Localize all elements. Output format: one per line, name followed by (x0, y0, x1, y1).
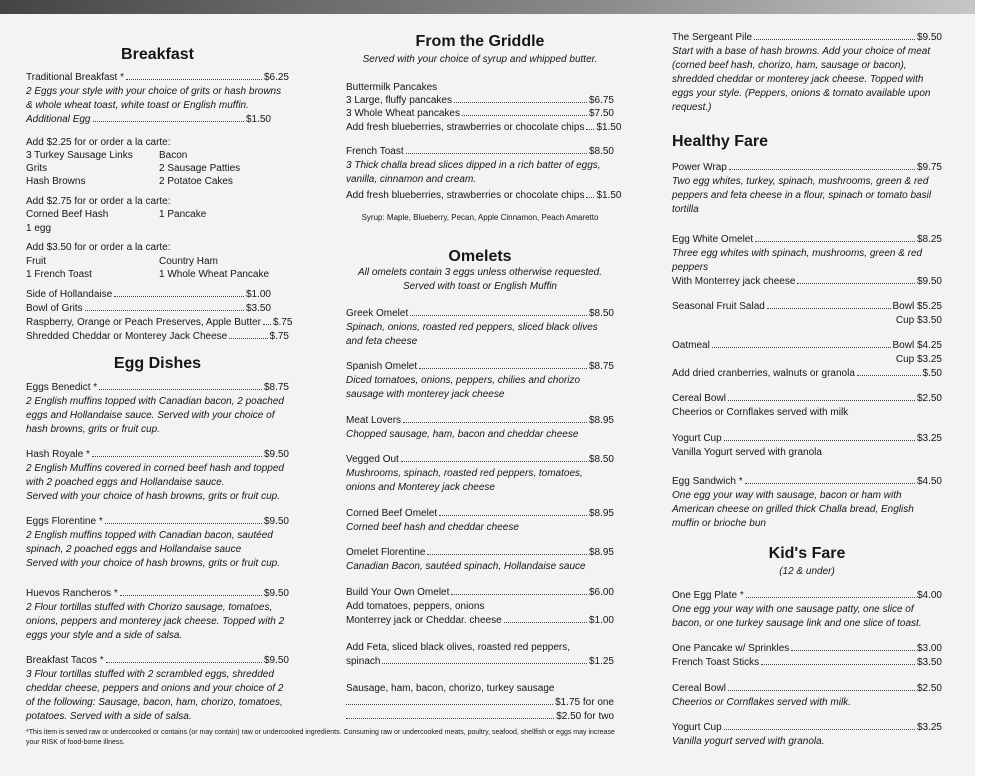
item-name: With Monterrey jack cheese (672, 276, 796, 287)
addon-row (26, 222, 289, 236)
scan-right-margin (975, 0, 993, 776)
addon-line: Add tomatoes, peppers, onions (346, 601, 485, 612)
addon-row (26, 255, 289, 269)
item-price: $1.75 for one (555, 697, 614, 708)
item-name: Greek Omelet (346, 308, 409, 319)
item-desc: Spinach, onions, roasted red peppers, sliced black olives and feta cheese (346, 322, 598, 347)
menu-item-build-your-own (346, 586, 614, 600)
dot-leader (114, 296, 244, 297)
addon-row (26, 175, 289, 189)
menu-item-omelet (346, 453, 614, 467)
item-price: $3.25 (916, 433, 942, 444)
dot-leader (724, 440, 915, 441)
item-desc: Canadian Bacon, sautéed spinach, Hollandaise sauce (346, 561, 586, 572)
dot-leader (85, 310, 244, 311)
dot-leader (724, 729, 915, 730)
item-desc: Vanilla yogurt served with granola. (672, 736, 825, 747)
menu-item-cereal-bowl (672, 392, 942, 406)
dot-leader (754, 39, 915, 40)
addon-line: Add Feta, sliced black olives, roasted red peppers, (346, 642, 571, 653)
dot-leader (728, 400, 915, 401)
item-desc: Chopped sausage, ham, bacon and cheddar cheese (346, 429, 579, 440)
addon-row (26, 268, 289, 282)
addon-row (26, 149, 289, 163)
dot-leader (99, 389, 262, 390)
dot-leader (728, 690, 915, 691)
addon-heading: Add $2.75 for or order a la carte: (26, 196, 171, 207)
item-name: spinach (346, 656, 381, 667)
item-name: Omelet Florentine (346, 547, 426, 558)
menu-item-hash-royale (26, 448, 289, 462)
item-price: Bowl $5.25 (892, 301, 942, 312)
menu-item-egg-sandwich (672, 475, 942, 489)
item-price: $8.50 (588, 308, 614, 319)
item-desc: Diced tomatoes, onions, peppers, chilies and chorizo sausage with monterey jack cheese (346, 375, 581, 400)
item-price: $8.95 (588, 415, 614, 426)
item-name: One Pancake w/ Sprinkles (672, 643, 790, 654)
dot-leader (346, 718, 554, 719)
item-name: 1 Pancake (159, 209, 207, 220)
footnote-raw-food-warning: *This item is served raw or undercooked or contains (or may contain) raw or undercooked ingredients. Consuming raw or undercooked meats, poultry, seafood, shellfish or eggs may increase your RISK of food-borne illness. (26, 729, 615, 746)
menu-item-oatmeal (672, 339, 942, 353)
item-price: $.75 (269, 331, 289, 342)
item-price: $9.50 (263, 655, 289, 666)
item-name: Huevos Rancheros * (26, 588, 118, 599)
menu-item-omelet (346, 507, 614, 521)
item-name: Additional Egg (26, 114, 91, 125)
item-price: $1.50 (245, 114, 271, 125)
dot-leader (451, 594, 587, 595)
dot-leader (767, 308, 891, 309)
item-price: $9.50 (916, 32, 942, 43)
item-name: Cereal Bowl (672, 683, 726, 694)
menu-item-fruit-salad (672, 300, 942, 314)
item-price: $1.25 (588, 656, 614, 667)
item-price: $1.50 (596, 190, 622, 201)
item-price: $3.00 (916, 643, 942, 654)
item-name: Grits (26, 163, 48, 174)
dot-leader (105, 523, 262, 524)
dot-leader (712, 347, 891, 348)
dot-leader (106, 662, 262, 663)
item-desc: One egg your way with one sausage patty, one slice of bacon, or one turkey sausage link and one slice of toast. (672, 604, 922, 629)
dot-leader (120, 595, 262, 596)
item-price: $2.50 (916, 683, 942, 694)
dot-leader (126, 79, 262, 80)
item-desc: 3 Thick challa bread slices dipped in a rich batter of eggs, vanilla, cinnamon and cream. (346, 160, 601, 185)
item-name: 3 Large, fluffy pancakes (346, 95, 452, 106)
item-desc: Mushrooms, spinach, roasted red peppers, tomatoes, onions and Monterey jack cheese (346, 468, 583, 493)
item-price: $9.50 (263, 516, 289, 527)
item-price: $3.50 (916, 657, 942, 668)
dot-leader (729, 169, 915, 170)
item-name: Raspberry, Orange or Peach Preserves, Apple Butter (26, 317, 261, 328)
addon-line (346, 710, 614, 724)
item-price: $9.75 (916, 162, 942, 173)
section-title-breakfast: Breakfast (121, 46, 194, 63)
item-name: Add fresh blueberries, strawberries or chocolate chips (346, 122, 585, 133)
item-name: 1 egg (26, 223, 52, 234)
menu-item-side (26, 302, 271, 316)
item-name: 2 Sausage Patties (159, 163, 241, 174)
item-desc: Two egg whites, turkey, spinach, mushrooms, green & red peppers and feta cheese in a flour, spinach or tomato basil tortilla (672, 176, 932, 215)
section-title-omelets: Omelets (448, 248, 512, 265)
menu-item-one-egg-plate (672, 589, 942, 603)
item-name: French Toast Sticks (672, 657, 760, 668)
menu-item-french-toast (346, 145, 614, 159)
item-name: Seasonal Fruit Salad (672, 301, 765, 312)
syrup-options: Syrup: Maple, Blueberry, Pecan, Apple Cinnamon, Peach Amaretto (361, 213, 599, 222)
dot-leader (401, 461, 587, 462)
item-name: Add fresh blueberries, strawberries or chocolate chips (346, 190, 585, 201)
scan-top-edge (0, 0, 993, 14)
item-desc: 2 Eggs your style with your choice of grits or hash browns & whole wheat toast, white toast or English muffin. (26, 86, 282, 111)
item-name: The Sergeant Pile (672, 32, 753, 43)
menu-item-egg-white-cheese (672, 275, 942, 289)
menu-item-pancakes (346, 107, 614, 121)
item-price: $4.50 (916, 476, 942, 487)
dot-leader (454, 102, 587, 103)
cup-price: Cup $3.50 (895, 315, 942, 326)
item-price: $2.50 (916, 393, 942, 404)
item-price: $9.50 (263, 588, 289, 599)
item-name: 2 Potatoe Cakes (159, 176, 233, 187)
item-desc: Corned beef hash and cheddar cheese (346, 522, 519, 533)
item-name: Country Ham (159, 256, 218, 267)
dot-leader (410, 315, 587, 316)
dot-leader (761, 664, 915, 665)
item-name: 3 Whole Wheat pancakes (346, 108, 460, 119)
item-desc: 2 English muffins topped with Canadian bacon, sautéed spinach, 2 poached eggs and Hollandaise sauce (26, 530, 273, 555)
item-name: Corned Beef Omelet (346, 508, 438, 519)
dot-leader (755, 241, 915, 242)
item-name: Add dried cranberries, walnuts or granola (672, 368, 855, 379)
item-price: $8.95 (588, 508, 614, 519)
item-name: Hash Browns (26, 176, 86, 187)
dot-leader (586, 129, 594, 130)
item-name: Eggs Florentine * (26, 516, 103, 527)
menu-item-power-wrap (672, 161, 942, 175)
item-desc: Served with your choice of hash browns, grits or fruit cup. (26, 558, 281, 569)
item-price: $1.50 (596, 122, 622, 133)
dot-leader (382, 663, 587, 664)
dot-leader (857, 375, 921, 376)
item-desc: 3 Flour tortillas stuffed with 2 scrambled eggs, shredded cheddar cheese, peppers and onions and your choice of 2 of the following: Sausage, bacon, ham, chorizo, tomatoes, potatoes. Served with a side of salsa. (26, 669, 284, 722)
section-title-kids-fare: Kid's Fare (768, 545, 846, 562)
item-name: Power Wrap (672, 162, 727, 173)
item-price: Bowl $4.25 (892, 340, 942, 351)
addon-row (26, 162, 289, 176)
item-name: 1 Whole Wheat Pancake (159, 269, 270, 280)
dot-leader (92, 456, 262, 457)
addon-line (346, 655, 614, 669)
dot-leader (229, 338, 267, 339)
item-desc: Three egg whites with spinach, mushrooms, green & red peppers (672, 248, 923, 273)
dot-leader (791, 650, 915, 651)
item-name: Vegged Out (346, 454, 399, 465)
menu-item-french-toast-addon (346, 189, 622, 203)
menu-item-side (26, 288, 271, 302)
item-price: $1.00 (588, 615, 614, 626)
item-price: $8.25 (916, 234, 942, 245)
menu-item-omelet (346, 307, 614, 321)
addon-row (26, 208, 289, 222)
item-desc: Vanilla Yogurt served with granola (672, 447, 822, 458)
menu-item-one-pancake (672, 642, 942, 656)
menu-item-pancakes (346, 121, 622, 135)
dot-leader (745, 483, 915, 484)
item-price: $2.50 for two (556, 711, 614, 722)
item-name: Spanish Omelet (346, 361, 418, 372)
section-subtitle: Served with your choice of syrup and whipped butter. (362, 54, 598, 65)
dot-leader (586, 197, 594, 198)
item-desc: Cheerios or Cornflakes served with milk. (672, 697, 851, 708)
menu-item-side (26, 330, 289, 344)
item-name: Cereal Bowl (672, 393, 726, 404)
menu-item-eggs-benedict (26, 381, 289, 395)
item-name: Monterrey jack or Cheddar. cheese (346, 615, 502, 626)
item-price: $6.25 (263, 72, 289, 83)
menu-item-french-toast-sticks (672, 656, 942, 670)
item-price: $7.50 (588, 108, 614, 119)
item-price: $4.00 (916, 590, 942, 601)
item-desc: One egg your way with sausage, bacon or ham with American cheese on grilled thick Challa bread, English muffin or brioche bun (672, 490, 914, 529)
item-name: 1 French Toast (26, 269, 92, 280)
menu-item-kid-yogurt (672, 721, 942, 735)
item-name: Build Your Own Omelet (346, 587, 450, 598)
item-price: $8.95 (588, 547, 614, 558)
section-title-healthy-fare: Healthy Fare (672, 133, 769, 150)
menu-item-omelet (346, 360, 614, 374)
item-desc: Served with your choice of hash browns, grits or fruit cup. (26, 491, 281, 502)
item-price: $8.50 (588, 146, 614, 157)
item-price: $6.75 (588, 95, 614, 106)
dot-leader (427, 554, 586, 555)
item-name: Oatmeal (672, 340, 710, 351)
item-name: Yogurt Cup (672, 433, 722, 444)
item-name: Fruit (26, 256, 46, 267)
item-price: $.75 (272, 317, 293, 328)
item-name: Side of Hollandaise (26, 289, 113, 300)
item-price: $8.50 (588, 454, 614, 465)
menu-item-omelet (346, 414, 614, 428)
item-price: $8.75 (588, 361, 614, 372)
item-name: Meat Lovers (346, 415, 402, 426)
menu-item-yogurt-cup (672, 432, 942, 446)
addon-heading: Add $2.25 for or order a la carte: (26, 137, 171, 148)
menu-item-eggs-florentine (26, 515, 289, 529)
dot-leader (403, 422, 587, 423)
addon-line (346, 696, 614, 710)
menu-item-oatmeal-addon (672, 367, 942, 381)
dot-leader (346, 704, 553, 705)
addon-heading: Add $3.50 for or order a la carte: (26, 242, 171, 253)
menu-item-kid-cereal (672, 682, 942, 696)
menu-item-side (26, 316, 293, 330)
item-desc: 2 English Muffins covered in corned beef hash and topped with 2 poached eggs and Hollandaise sauce. (26, 463, 284, 488)
cup-price: Cup $3.25 (895, 354, 942, 365)
dot-leader (462, 115, 587, 116)
item-price: $8.75 (263, 382, 289, 393)
item-name: Egg White Omelet (672, 234, 754, 245)
menu-item-omelet (346, 546, 614, 560)
item-desc: Start with a base of hash browns. Add your choice of meat (corned beef hash, chorizo, ham, sausage or bacon), shredded cheddar or monterey jack cheese. Topped with eggs your style. (Peppers, onions & tomato available upon request.) (672, 46, 931, 113)
item-price: $6.00 (588, 587, 614, 598)
item-desc: 2 English muffins topped with Canadian bacon, 2 poached eggs and Hollandaise sauce. Served with your choice of hash browns, grits or fruit cup. (26, 396, 284, 435)
item-name: Eggs Benedict * (26, 382, 98, 393)
item-desc: Cheerios or Cornflakes served with milk (672, 407, 849, 418)
dot-leader (797, 283, 915, 284)
item-name: Bowl of Grits (26, 303, 83, 314)
item-name: One Egg Plate * (672, 590, 744, 601)
addon-line (346, 614, 614, 628)
menu-item-huevos-rancheros (26, 587, 289, 601)
dot-leader (746, 597, 915, 598)
item-price: $1.00 (245, 289, 271, 300)
item-price: $.50 (922, 368, 942, 379)
dot-leader (439, 515, 587, 516)
item-desc: 2 Flour tortillas stuffed with Chorizo sausage, tomatoes, onions, peppers and monterey jack cheese. Topped with 2 eggs your style and a side of salsa. (26, 602, 285, 641)
dot-leader (419, 368, 587, 369)
menu-item-additional-egg (26, 113, 271, 127)
dot-leader (406, 153, 587, 154)
item-name: Corned Beef Hash (26, 209, 109, 220)
item-price: $9.50 (263, 449, 289, 460)
item-price: $9.50 (916, 276, 942, 287)
section-subtitle: All omelets contain 3 eggs unless otherwise requested. Served with toast or English Muffin (357, 267, 603, 292)
menu-item-pancakes (346, 94, 614, 108)
dot-leader (93, 121, 244, 122)
item-name: 3 Turkey Sausage Links (26, 150, 133, 161)
item-name: Breakfast Tacos * (26, 655, 104, 666)
item-price: $3.50 (245, 303, 271, 314)
dot-leader (263, 324, 271, 325)
item-name: Traditional Breakfast * (26, 72, 125, 83)
menu-item-sergeant-pile (672, 31, 942, 45)
item-name: Shredded Cheddar or Monterey Jack Cheese (26, 331, 228, 342)
subsection-pancakes: Buttermilk Pancakes (346, 82, 438, 93)
menu-item-breakfast-tacos (26, 654, 289, 668)
item-name: Bacon (159, 150, 188, 161)
item-name: French Toast (346, 146, 404, 157)
section-title-egg-dishes: Egg Dishes (113, 355, 202, 372)
addon-line: Sausage, ham, bacon, chorizo, turkey sausage (346, 683, 555, 694)
item-name: Yogurt Cup (672, 722, 722, 733)
item-price: $3.25 (916, 722, 942, 733)
dot-leader (504, 622, 587, 623)
item-name: Egg Sandwich * (672, 476, 743, 487)
menu-item-egg-white-omelet (672, 233, 942, 247)
item-name: Hash Royale * (26, 449, 90, 460)
section-title-griddle: From the Griddle (415, 33, 545, 50)
section-subtitle: (12 & under) (779, 566, 835, 577)
menu-item-traditional-breakfast (26, 71, 289, 85)
